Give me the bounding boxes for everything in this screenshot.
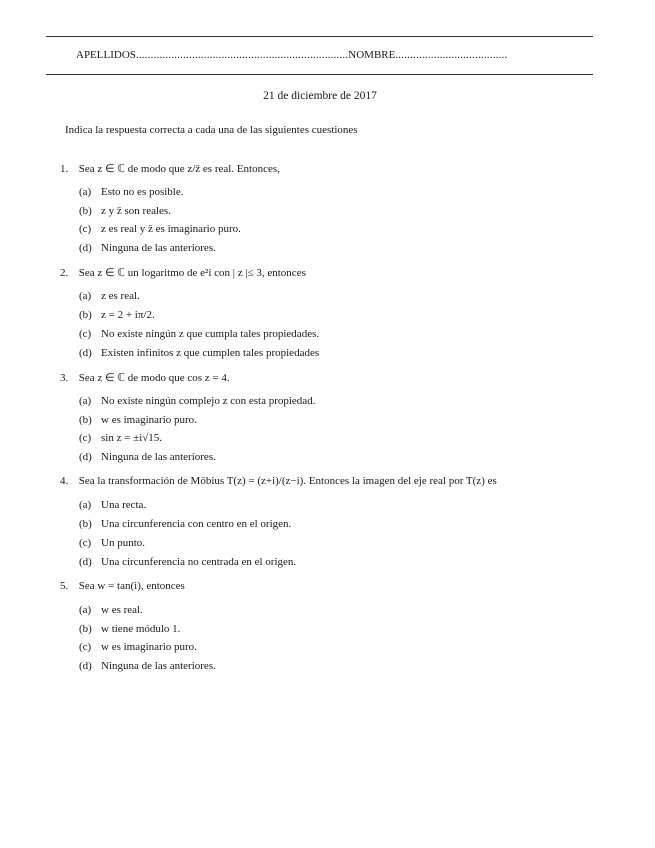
- option-text: Un punto.: [101, 537, 145, 549]
- option-4b[interactable]: [79, 518, 291, 530]
- name-field[interactable]: ......................................: [395, 49, 508, 61]
- question-number: 1.: [60, 163, 69, 175]
- question-number: 4.: [60, 475, 69, 487]
- option-label: (b): [79, 623, 92, 635]
- option-text: Existen infinitos z que cumplen tales propiedades: [101, 347, 320, 359]
- option-label: (a): [79, 499, 92, 511]
- option-label: (a): [79, 186, 92, 198]
- option-label: (c): [79, 223, 92, 235]
- option-label: (c): [79, 432, 92, 444]
- option-text: Ninguna de las anteriores.: [101, 451, 216, 463]
- question-text: Sea w = tan(i), entonces: [78, 580, 185, 592]
- option-5b[interactable]: [79, 623, 180, 635]
- header-bottom-rule: [46, 74, 593, 75]
- name-label: NOMBRE: [348, 49, 396, 61]
- exam-date: 21 de diciembre de 2017: [263, 90, 377, 102]
- option-label: (d): [79, 242, 92, 254]
- header-top-rule: [46, 36, 593, 37]
- instructions: Indica la respuesta correcta a cada una de las siguientes cuestiones: [65, 124, 358, 136]
- option-label: (b): [79, 518, 92, 530]
- question-1: [60, 162, 280, 175]
- option-text: w es imaginario puro.: [101, 414, 197, 426]
- option-5c[interactable]: [79, 641, 197, 653]
- option-text: z es real.: [101, 290, 140, 302]
- option-3c[interactable]: [79, 432, 162, 444]
- option-text: Ninguna de las anteriores.: [101, 660, 216, 672]
- option-text: No existe ningún z que cumpla tales propiedades.: [101, 328, 320, 340]
- question-number: 2.: [60, 267, 69, 279]
- option-label: (a): [79, 290, 92, 302]
- question-4: [60, 475, 497, 487]
- option-label: (c): [79, 641, 92, 653]
- option-text: z = 2 + iπ/2.: [101, 309, 155, 321]
- option-text: Una circunferencia no centrada en el origen.: [101, 556, 297, 568]
- option-2d[interactable]: [79, 347, 319, 359]
- option-1b[interactable]: [79, 205, 171, 217]
- option-text: Ninguna de las anteriores.: [101, 242, 216, 254]
- option-4d[interactable]: [79, 556, 296, 568]
- option-text: w es real.: [101, 604, 143, 616]
- option-5d[interactable]: [79, 660, 216, 672]
- name-fields: [76, 49, 566, 61]
- option-label: (a): [79, 395, 92, 407]
- question-number: 5.: [60, 580, 69, 592]
- option-text: w es imaginario puro.: [101, 641, 197, 653]
- option-label: (d): [79, 556, 92, 568]
- question-5: [60, 580, 185, 592]
- question-text: Sea z ∈ ℂ de modo que cos z = 4.: [78, 372, 230, 384]
- option-text: Una recta.: [101, 499, 147, 511]
- option-label: (c): [79, 328, 92, 340]
- option-label: (d): [79, 660, 92, 672]
- option-1a[interactable]: [79, 186, 184, 198]
- option-4c[interactable]: [79, 537, 145, 549]
- option-2c[interactable]: [79, 328, 319, 340]
- surname-field[interactable]: ........................................................................: [135, 49, 349, 61]
- option-text: z es real y z̄ es imaginario puro.: [101, 223, 241, 235]
- option-text: No existe ningún complejo z con esta propiedad.: [101, 395, 316, 407]
- option-5a[interactable]: [79, 604, 143, 616]
- question-text: Sea la transformación de Möbius T(z) = (z+i)/(z−i). Entonces la imagen del eje real por T(z) es: [78, 475, 497, 487]
- option-text: Esto no es posible.: [101, 186, 184, 198]
- option-label: (d): [79, 347, 92, 359]
- option-4a[interactable]: [79, 499, 146, 511]
- option-label: (a): [79, 604, 92, 616]
- question-3: [60, 371, 230, 384]
- option-text: w tiene módulo 1.: [101, 623, 181, 635]
- option-2a[interactable]: [79, 290, 140, 302]
- option-text: Una circunferencia con centro en el origen.: [101, 518, 292, 530]
- option-3b[interactable]: [79, 414, 197, 426]
- option-label: (d): [79, 451, 92, 463]
- option-label: (b): [79, 309, 92, 321]
- option-label: (c): [79, 537, 92, 549]
- option-1c[interactable]: [79, 223, 241, 235]
- question-text: Sea z ∈ ℂ de modo que z/z̄ es real. Entonces,: [78, 163, 280, 175]
- option-label: (b): [79, 414, 92, 426]
- question-number: 3.: [60, 372, 69, 384]
- option-3d[interactable]: [79, 451, 216, 463]
- option-1d[interactable]: [79, 242, 216, 254]
- option-text: z y z̄ son reales.: [101, 205, 171, 217]
- question-2: [60, 266, 306, 279]
- option-3a[interactable]: [79, 395, 315, 407]
- surname-label: APELLIDOS: [76, 49, 136, 61]
- option-label: (b): [79, 205, 92, 217]
- question-text: Sea z ∈ ℂ un logaritmo de e²i con | z |≤ 3, entonces: [78, 267, 306, 279]
- option-2b[interactable]: [79, 309, 155, 321]
- option-text: sin z = ±i√15.: [101, 432, 163, 444]
